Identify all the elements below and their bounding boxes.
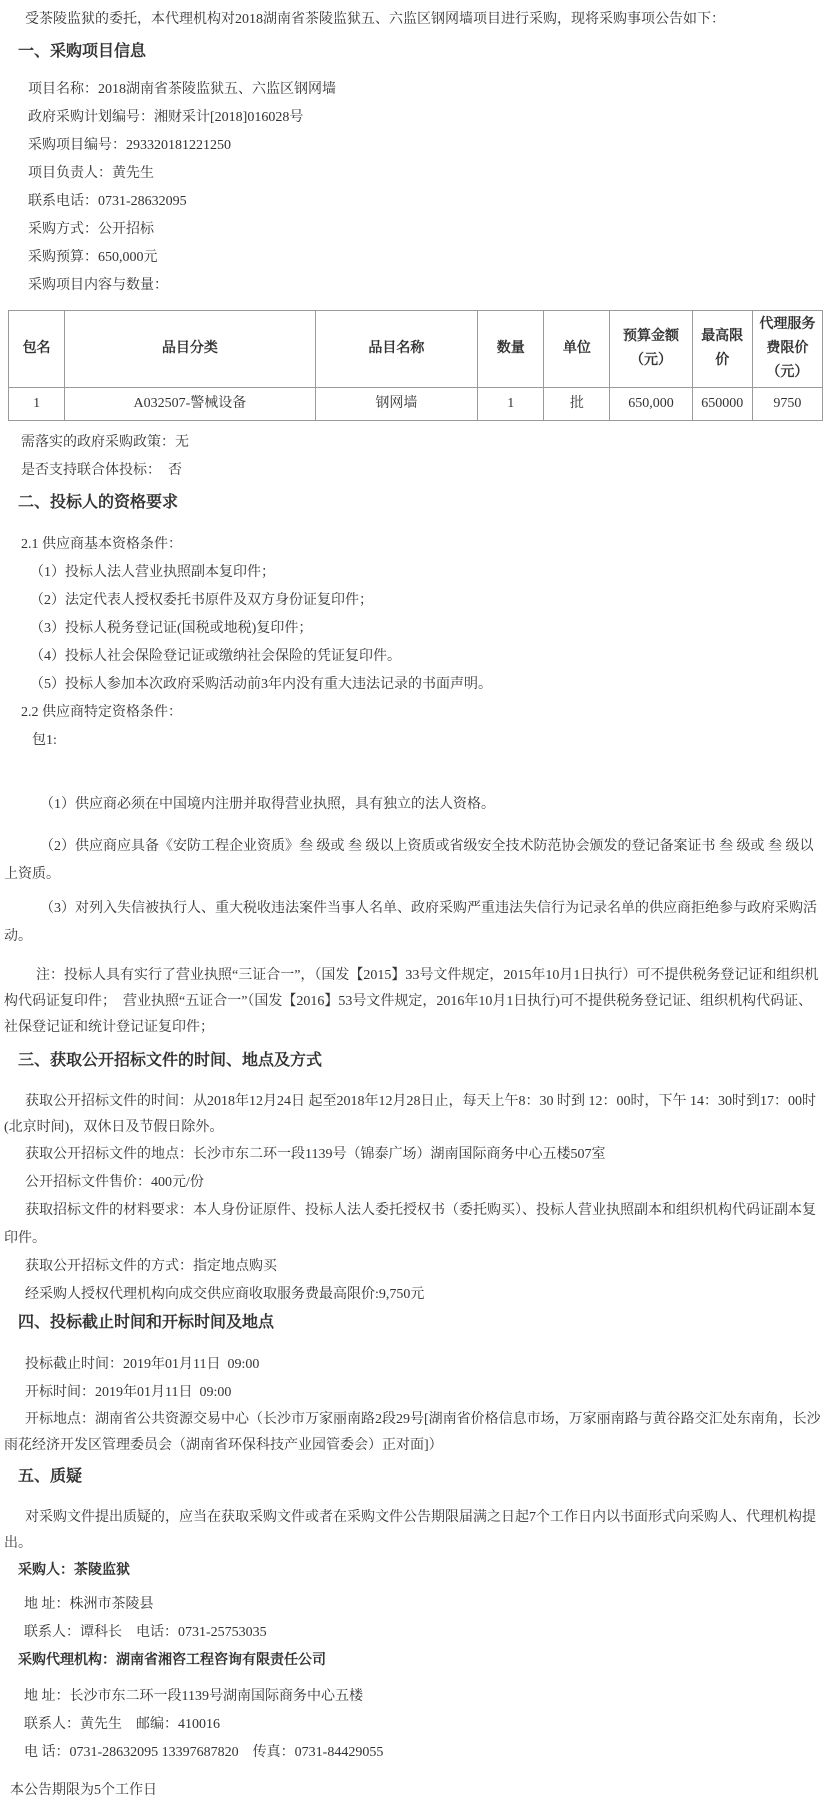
bid-open-place-paragraph: 开标地点：湖南省公共资源交易中心（长沙市万家丽南路2段29号[湖南省价格信息市场，万家丽南路与黄谷路交汇处东南角，长沙雨花经济开发区管理委员会（湖南省环保科技产业园管委会）正对面]） [4, 1412, 821, 1453]
doc-place-line: 获取公开招标文件的地点：长沙市东二环一段1139号（锦泰广场）湖南国际商务中心五楼507室 [25, 1147, 606, 1162]
cell-max-price: 650000 [692, 388, 752, 421]
project-info-list [4, 76, 824, 300]
content-quantity-line: 采购项目内容与数量： [28, 278, 168, 293]
procurement-method-line: 采购方式：公开招标 [28, 222, 154, 237]
doc-method-line: 获取公开招标文件的方式：指定地点购买 [25, 1259, 277, 1274]
header-item-name: 品目名称 [315, 311, 477, 388]
buyer-name-line: 采购人：茶陵监狱 [18, 1563, 130, 1578]
announcement-period-line: 本公告期限为5个工作日 [10, 1783, 157, 1798]
specific-item-3: （3）对列入失信被执行人、重大税收违法案件当事人名单、政府采购严重违法失信行为记录名单的供应商拒绝参与政府采购活动。 [4, 901, 817, 944]
header-category: 品目分类 [65, 311, 316, 388]
agency-address-line: 地 址：长沙市东二环一段1139号湖南国际商务中心五楼 [24, 1689, 363, 1704]
header-quantity: 数量 [478, 311, 544, 388]
cell-unit: 批 [544, 388, 610, 421]
header-unit: 单位 [544, 311, 610, 388]
cell-category: A032507-警械设备 [65, 388, 316, 421]
section-3-title: 三、获取公开招标文件的时间、地点及方式 [18, 1052, 323, 1069]
basic-item-1: （1）投标人法人营业执照副本复印件； [30, 565, 275, 580]
basic-item-2: （2）法定代表人授权委托书原件及双方身份证复印件； [30, 593, 373, 608]
header-package: 包名 [9, 311, 65, 388]
challenge-paragraph: 对采购文件提出质疑的，应当在获取采购文件或者在采购文件公告期限届满之日起7个工作日内以书面形式向采购人、代理机构提出。 [4, 1510, 816, 1551]
buyer-address-line: 地 址：株洲市茶陵县 [24, 1597, 154, 1612]
agency-contact-line: 联系人：黄先生 邮编：410016 [24, 1717, 220, 1732]
bid-open-time-line: 开标时间：2019年01月11日 09:00 [25, 1385, 232, 1400]
agency-phone-line: 电 话：0731-28632095 13397687820 传真：0731-84429055 [24, 1745, 384, 1760]
note-paragraph: 注：投标人具有实行了营业执照“三证合一”，（国发【2015】33号文件规定，2015年10月1日执行）可不提供税务登记证和组织机构代码证复印件； 营业执照“五证合一”（国发【2016】53号文件规定，2016年10月1日执行)可不提供税务登记证、组织机构代码证、社保登记证和统计登记证复印件； [4, 968, 819, 1035]
cell-quantity: 1 [478, 388, 544, 421]
cell-package: 1 [9, 388, 65, 421]
project-manager-line: 项目负责人：黄先生 [28, 166, 154, 181]
specific-item-1: （1）供应商必须在中国境内注册并取得营业执照，具有独立的法人资格。 [40, 797, 495, 812]
header-max-price: 最高限价 [692, 311, 752, 388]
table-row [9, 388, 823, 421]
section-5-title: 五、质疑 [18, 1468, 83, 1485]
doc-acquisition-list [4, 1141, 824, 1309]
budget-line: 采购预算：650,000元 [28, 250, 158, 265]
bid-deadline-line: 投标截止时间：2019年01月11日 09:00 [25, 1357, 260, 1372]
policy-line: 需落实的政府采购政策：无 [21, 435, 189, 450]
intro-paragraph: 受茶陵监狱的委托，本代理机构对2018湖南省茶陵监狱五、六监区钢网墙项目进行采购，现将采购事项公告如下： [25, 12, 725, 27]
section-2-title: 二、投标人的资格要求 [18, 494, 179, 511]
cell-item-name: 钢网墙 [315, 388, 477, 421]
doc-materials-line: 获取招标文件的材料要求：本人身份证原件、投标人法人委托授权书（委托购买）、投标人营业执照副本和组织机构代码证副本复印件。 [4, 1203, 816, 1246]
table-header-row [9, 311, 823, 388]
consortium-line: 是否支持联合体投标： 否 [21, 463, 182, 478]
doc-price-line: 公开招标文件售价：400元/份 [25, 1175, 204, 1190]
doc-time-paragraph: 获取公开招标文件的时间：从2018年12月24日 起至2018年12月28日止，每天上午8：30 时到 12：00时，下午 14：30时到17：00时(北京时间)，双休日及节假日除外。 [4, 1094, 816, 1135]
cell-budget: 650,000 [610, 388, 692, 421]
specific-item-2: （2）供应商应具备《安防工程企业资质》叁 级或 叁 级以上资质或省级安全技术防范协会颁发的登记备案证书 叁 级或 叁 级以上资质。 [4, 839, 814, 882]
basic-item-4: （4）投标人社会保险登记证或缴纳社会保险的凭证复印件。 [30, 649, 401, 664]
buyer-contact-line: 联系人：谭科长 电话：0731-25753035 [24, 1625, 267, 1640]
contact-phone-line: 联系电话：0731-28632095 [28, 194, 187, 209]
section-4-title: 四、投标截止时间和开标时间及地点 [18, 1314, 275, 1331]
procurement-items-table [8, 310, 823, 421]
header-budget: 预算金额（元） [610, 311, 692, 388]
header-agency-fee: 代理服务费限价（元） [752, 311, 822, 388]
service-fee-line: 经采购人授权代理机构向成交供应商收取服务费最高限价:9,750元 [25, 1287, 425, 1302]
cell-agency-fee: 9750 [752, 388, 822, 421]
gov-plan-number-line: 政府采购计划编号：湘财采计[2018]016028号 [28, 110, 304, 125]
project-name-line: 项目名称：2018湖南省茶陵监狱五、六监区钢网墙 [28, 82, 336, 97]
project-number-line: 采购项目编号：293320181221250 [28, 138, 231, 153]
package-label: 包1: [32, 733, 57, 748]
basic-qualification-title: 2.1 供应商基本资格条件： [21, 537, 182, 552]
basic-item-3: （3）投标人税务登记证(国税或地税)复印件； [30, 621, 313, 636]
basic-item-5: （5）投标人参加本次政府采购活动前3年内没有重大违法记录的书面声明。 [30, 677, 492, 692]
specific-qualification-title: 2.2 供应商特定资格条件： [21, 705, 182, 720]
agency-name-line: 采购代理机构：湖南省湘咨工程咨询有限责任公司 [18, 1653, 326, 1668]
section-1-title: 一、采购项目信息 [18, 43, 147, 60]
